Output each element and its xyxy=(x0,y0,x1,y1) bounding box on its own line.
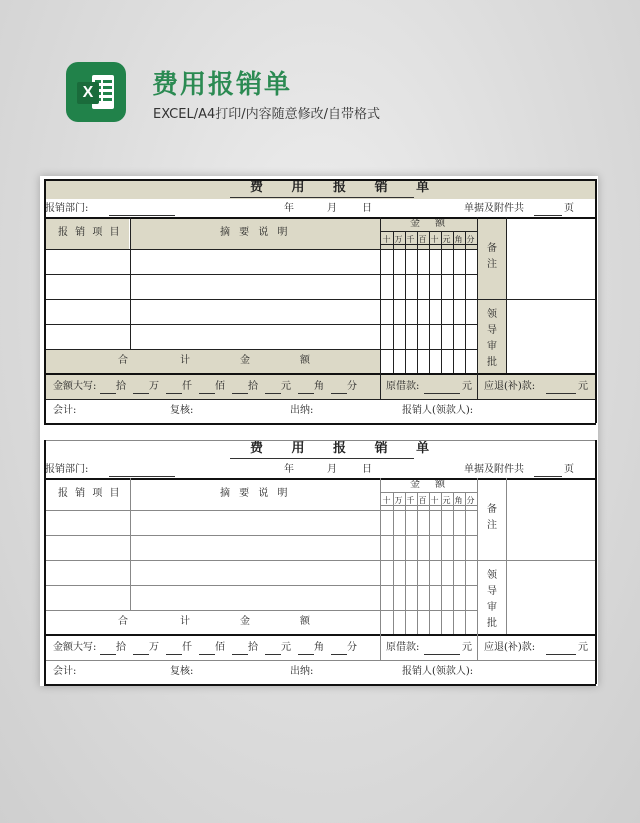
border-line xyxy=(44,423,596,425)
capital-unit: 拾 xyxy=(116,642,126,653)
capital-digit-field[interactable] xyxy=(133,393,149,394)
capital-unit: 佰 xyxy=(215,642,225,653)
form-title: 费 用 报 销 单 xyxy=(250,180,442,195)
col-summary-header: 摘 要 说 明 xyxy=(220,488,291,499)
total-label-4: 额 xyxy=(300,616,310,627)
border-line xyxy=(595,179,597,423)
remark-label-2: 注 xyxy=(487,520,497,531)
col-line xyxy=(477,373,478,399)
col-line xyxy=(477,634,478,660)
digit-header: 元 xyxy=(442,235,451,244)
year-label: 年 xyxy=(284,203,294,214)
approval-label-2: 导 xyxy=(487,586,497,597)
pages-unit: 页 xyxy=(564,203,574,214)
claimant-label: 报销人(领款人): xyxy=(402,405,474,416)
remark-label-1: 备 xyxy=(487,243,497,254)
total-label-3: 金 xyxy=(240,616,250,627)
digit-header: 百 xyxy=(418,235,427,244)
digit-header: 分 xyxy=(466,496,475,505)
row-line xyxy=(44,510,477,511)
capital-unit: 拾 xyxy=(116,381,126,392)
capital-digit-field[interactable] xyxy=(100,393,116,394)
row-line xyxy=(44,610,477,611)
capital-unit: 拾 xyxy=(248,381,258,392)
col-line xyxy=(506,217,507,373)
loan-field[interactable] xyxy=(424,654,460,655)
capital-unit: 元 xyxy=(281,642,291,653)
capital-unit: 元 xyxy=(281,381,291,392)
digit-header: 角 xyxy=(454,235,463,244)
digit-col-line xyxy=(393,492,394,634)
approval-label-1: 领 xyxy=(487,309,497,320)
digit-col-line xyxy=(429,492,430,634)
digit-header: 分 xyxy=(466,235,475,244)
border-line xyxy=(44,373,596,375)
capital-unit: 角 xyxy=(314,381,324,392)
digit-header: 角 xyxy=(454,496,463,505)
capital-digit-field[interactable] xyxy=(199,654,215,655)
col-amount-header: 金 额 xyxy=(410,218,452,229)
col-line xyxy=(380,373,381,399)
capital-digit-field[interactable] xyxy=(133,654,149,655)
page-title: 费用报销单 xyxy=(152,70,293,100)
digit-header: 千 xyxy=(406,235,415,244)
capital-label: 金额大写: xyxy=(53,381,97,392)
capital-unit: 拾 xyxy=(248,642,258,653)
total-label-1: 合 xyxy=(118,616,128,627)
digit-col-line xyxy=(405,492,406,634)
border-line xyxy=(44,684,596,686)
col-summary-header: 摘 要 说 明 xyxy=(220,227,291,238)
digit-col-line xyxy=(453,492,454,634)
digit-header: 百 xyxy=(418,496,427,505)
capital-digit-field[interactable] xyxy=(298,654,314,655)
col-line xyxy=(506,478,507,634)
refund-yuan: 元 xyxy=(578,642,588,653)
accountant-label: 会计: xyxy=(53,405,77,416)
total-label-3: 金 xyxy=(240,355,250,366)
total-label-2: 计 xyxy=(180,616,190,627)
capital-digit-field[interactable] xyxy=(232,654,248,655)
border-line xyxy=(44,440,46,684)
digit-col-line xyxy=(417,231,418,373)
page-subtitle: EXCEL/A4打印/内容随意修改/自带格式 xyxy=(153,107,381,122)
row-line xyxy=(44,399,596,400)
digit-header: 元 xyxy=(442,496,451,505)
approval-label-3: 审 xyxy=(487,341,497,352)
refund-label: 应退(补)款: xyxy=(484,381,536,392)
approval-label-4: 批 xyxy=(487,618,497,629)
loan-yuan: 元 xyxy=(462,381,472,392)
approval-label-4: 批 xyxy=(487,357,497,368)
row-line xyxy=(44,349,477,350)
header xyxy=(0,0,640,150)
digit-header: 千 xyxy=(406,496,415,505)
day-label: 日 xyxy=(362,464,372,475)
row-line xyxy=(44,660,596,661)
capital-digit-field[interactable] xyxy=(298,393,314,394)
digit-header: 十 xyxy=(382,235,391,244)
excel-logo-icon xyxy=(66,62,126,122)
remark-label-2: 注 xyxy=(487,259,497,270)
loan-label: 原借款: xyxy=(386,381,420,392)
title-underline xyxy=(230,197,414,198)
digit-col-line xyxy=(465,231,466,373)
form-title: 费 用 报 销 单 xyxy=(250,441,442,456)
digit-header: 十 xyxy=(382,496,391,505)
row-line xyxy=(44,324,477,325)
row-line xyxy=(44,585,477,586)
document-preview xyxy=(40,176,598,686)
border-line xyxy=(44,440,596,441)
row-line xyxy=(478,560,596,561)
dept-label: 报销部门: xyxy=(45,203,89,214)
row-line xyxy=(478,299,596,300)
reviewer-label: 复核: xyxy=(170,405,194,416)
col-item-header: 报 销 项 目 xyxy=(58,227,122,238)
accountant-label: 会计: xyxy=(53,666,77,677)
digit-col-line xyxy=(441,492,442,634)
cashier-label: 出纳: xyxy=(290,666,314,677)
col-line xyxy=(477,217,478,399)
row-line xyxy=(44,249,477,250)
cashier-label: 出纳: xyxy=(290,405,314,416)
capital-unit: 万 xyxy=(149,381,159,392)
capital-unit: 分 xyxy=(347,642,357,653)
digit-header: 十 xyxy=(430,496,439,505)
digit-col-line xyxy=(405,231,406,373)
col-line xyxy=(380,217,381,399)
total-label-4: 额 xyxy=(300,355,310,366)
refund-label: 应退(补)款: xyxy=(484,642,536,653)
border-line xyxy=(44,634,596,636)
capital-digit-field[interactable] xyxy=(331,393,347,394)
col-line xyxy=(380,478,381,660)
capital-unit: 仟 xyxy=(182,642,192,653)
capital-digit-field[interactable] xyxy=(166,654,182,655)
digit-header: 万 xyxy=(394,496,403,505)
digit-col-line xyxy=(441,231,442,373)
capital-label: 金额大写: xyxy=(53,642,97,653)
border-line xyxy=(595,440,597,684)
total-label-1: 合 xyxy=(118,355,128,366)
row-line xyxy=(44,299,477,300)
year-label: 年 xyxy=(284,464,294,475)
capital-digit-field[interactable] xyxy=(265,654,281,655)
capital-unit: 佰 xyxy=(215,381,225,392)
claimant-label: 报销人(领款人): xyxy=(402,666,474,677)
capital-unit: 万 xyxy=(149,642,159,653)
dept-field[interactable] xyxy=(109,476,175,477)
logo-letter: X xyxy=(77,82,99,104)
row-line xyxy=(44,535,477,536)
approval-label-3: 审 xyxy=(487,602,497,613)
day-label: 日 xyxy=(362,203,372,214)
col-line xyxy=(130,217,131,349)
refund-field[interactable] xyxy=(546,393,576,394)
capital-unit: 分 xyxy=(347,381,357,392)
digit-header: 万 xyxy=(394,235,403,244)
digit-col-line xyxy=(465,492,466,634)
total-band xyxy=(44,349,380,373)
loan-yuan: 元 xyxy=(462,642,472,653)
capital-digit-field[interactable] xyxy=(166,393,182,394)
month-label: 月 xyxy=(327,203,337,214)
capital-digit-field[interactable] xyxy=(265,393,281,394)
loan-label: 原借款: xyxy=(386,642,420,653)
attachments-label: 单据及附件共 xyxy=(464,464,524,475)
digit-header: 十 xyxy=(430,235,439,244)
row-line xyxy=(44,560,477,561)
digit-col-line xyxy=(453,231,454,373)
attachments-field[interactable] xyxy=(534,215,562,216)
col-line xyxy=(130,478,131,610)
col-line xyxy=(380,634,381,660)
border-line xyxy=(44,217,596,219)
digit-col-line xyxy=(429,231,430,373)
total-label-2: 计 xyxy=(180,355,190,366)
border-line xyxy=(44,179,596,181)
capital-digit-field[interactable] xyxy=(232,393,248,394)
capital-unit: 仟 xyxy=(182,381,192,392)
refund-yuan: 元 xyxy=(578,381,588,392)
digit-col-line xyxy=(417,492,418,634)
title-underline xyxy=(230,458,414,459)
col-line xyxy=(477,478,478,660)
attachments-label: 单据及附件共 xyxy=(464,203,524,214)
col-item-header: 报 销 项 目 xyxy=(58,488,122,499)
col-amount-header: 金 额 xyxy=(410,479,452,490)
pages-unit: 页 xyxy=(564,464,574,475)
dept-label: 报销部门: xyxy=(45,464,89,475)
approval-label-1: 领 xyxy=(487,570,497,581)
digit-col-line xyxy=(393,231,394,373)
capital-digit-field[interactable] xyxy=(199,393,215,394)
border-line xyxy=(44,478,596,480)
approval-label-2: 导 xyxy=(487,325,497,336)
row-line xyxy=(44,274,477,275)
loan-field[interactable] xyxy=(424,393,460,394)
capital-unit: 角 xyxy=(314,642,324,653)
dept-field[interactable] xyxy=(109,215,175,216)
border-line xyxy=(44,179,46,423)
capital-digit-field[interactable] xyxy=(331,654,347,655)
refund-field[interactable] xyxy=(546,654,576,655)
month-label: 月 xyxy=(327,464,337,475)
reviewer-label: 复核: xyxy=(170,666,194,677)
capital-digit-field[interactable] xyxy=(100,654,116,655)
remark-label-1: 备 xyxy=(487,504,497,515)
attachments-field[interactable] xyxy=(534,476,562,477)
